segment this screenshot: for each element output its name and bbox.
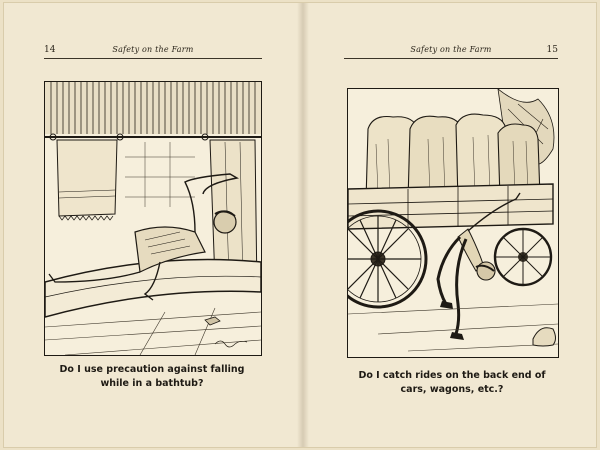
right-page	[300, 3, 596, 447]
right-caption-line: cars, wagons, etc.?	[400, 384, 504, 395]
wagon-fall-illustration	[347, 88, 559, 358]
right-page-header	[344, 44, 558, 59]
left-running-head: Safety on the Farm	[112, 45, 194, 54]
booklet-spread	[4, 3, 596, 447]
bathtub-fall-illustration	[44, 81, 262, 356]
right-page-number: 15	[546, 45, 558, 55]
left-page-header	[44, 44, 262, 59]
right-caption	[344, 369, 560, 397]
wagon-fall-drawing	[348, 89, 558, 357]
left-caption-line: Do I use precaution against falling	[59, 364, 245, 375]
bathtub-fall-drawing	[45, 82, 261, 355]
left-caption-line: while in a bathtub?	[100, 378, 204, 389]
right-caption-line: Do I catch rides on the back end of	[358, 370, 546, 381]
left-page-number: 14	[44, 45, 56, 55]
left-page	[4, 3, 300, 447]
left-caption	[44, 363, 260, 391]
right-running-head: Safety on the Farm	[410, 45, 492, 54]
